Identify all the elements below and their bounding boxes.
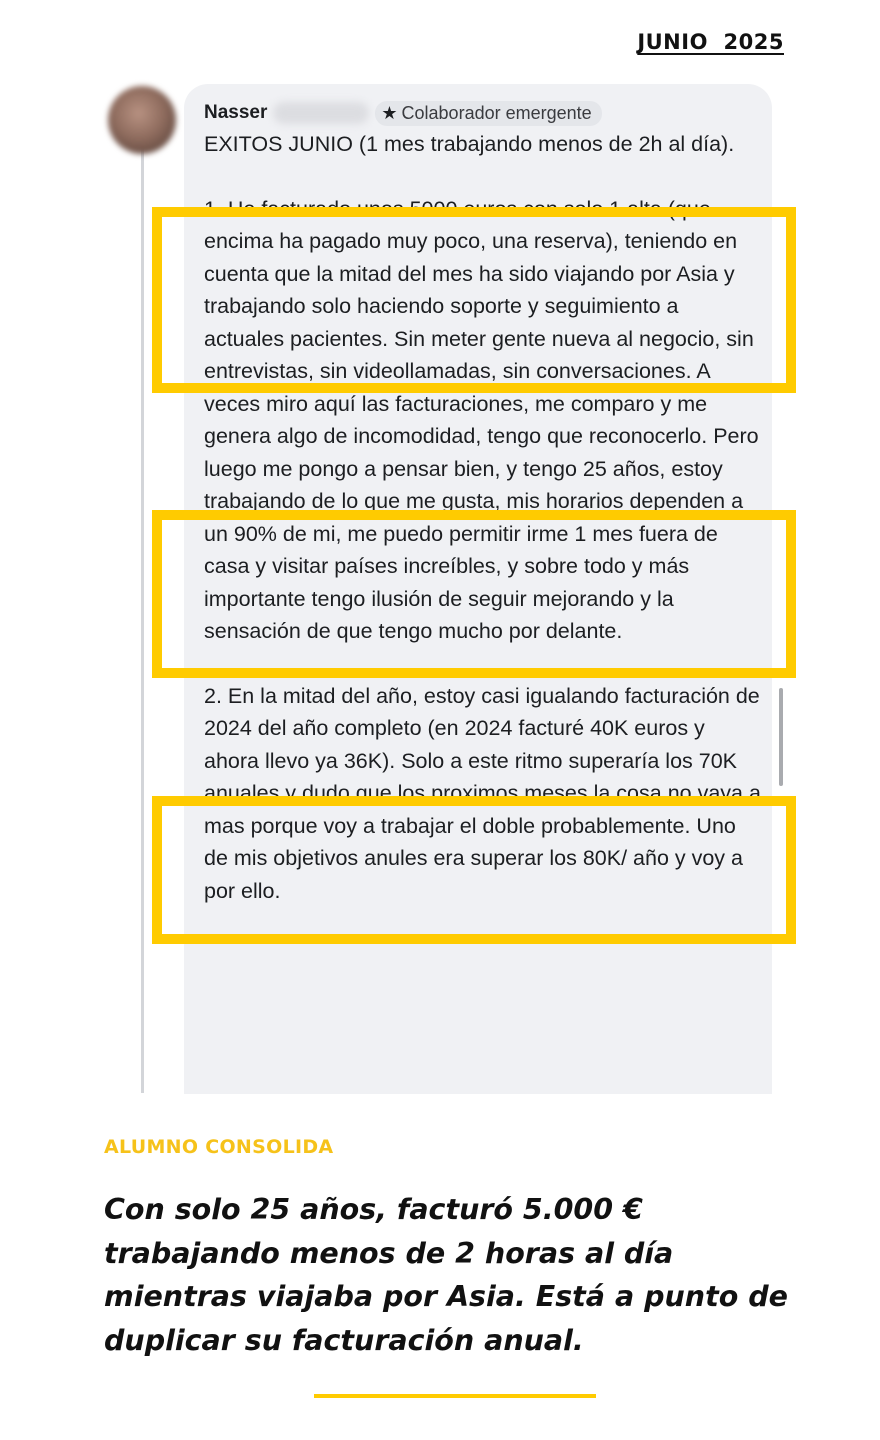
star-icon: ★ [381,102,398,123]
thread-line [141,148,144,1093]
avatar[interactable] [108,86,176,154]
scrollbar[interactable] [779,688,783,786]
highlight-box [152,510,796,678]
comment-header [204,100,602,126]
comment-paragraph-2: 2. En la mitad del año, estoy casi igualando facturación de 2024 del año completo (en 2024 facturé 40K euros y ahora llevo ya 36K). Solo a este ritmo superaría los 70K anuales y dudo que los proximos meses la cosa no vaya a mas porque voy a trabajar el doble probablemente. Uno de mis objetivos anules era superar los 80K/ año y voy a por ello. [204,683,761,903]
category-label: ALUMNO CONSOLIDA [104,1136,334,1158]
author-name[interactable]: Nasser [204,102,268,123]
highlight-box [152,796,796,944]
headline: Con solo 25 años, facturó 5.000 € trabajando menos de 2 horas al día mientras viajaba por Asia. Está a punto de duplicar su facturación anual. [104,1193,788,1357]
contributor-badge [375,101,601,126]
divider [314,1394,596,1398]
comment-title: EXITOS JUNIO (1 mes trabajando menos de 2h al día). [204,132,735,156]
highlight-box [152,207,796,393]
badge-label: Colaborador emergente [401,102,592,123]
name-redaction [273,102,369,124]
comment-paragraph-1: 1. He facturado unos 5000 euros con solo 1 alta (que encima ha pagado muy poco, una reserva), teniendo en cuenta que la mitad del mes ha sido viajando por Asia y trabajando solo haciendo soporte y seguimiento a actuales pacientes. Sin meter gente nueva al negocio, sin entrevistas, sin videollamadas, sin conversaciones. A veces miro aquí las facturaciones, me comparo y me genera algo de incomodidad, tengo que reconocerlo. Pero luego me pongo a pensar bien, y tengo 25 años, estoy trabajando de lo que me gusta, mis horarios dependen a un 90% de mi, me puedo permitir irme 1 mes fuera de casa y visitar países increíbles, y sobre todo y más importante tengo ilusión de seguir mejorando y la sensación de que tengo mucho por delante. [204,196,759,643]
date-label: JUNIO 2025 [637,30,784,54]
